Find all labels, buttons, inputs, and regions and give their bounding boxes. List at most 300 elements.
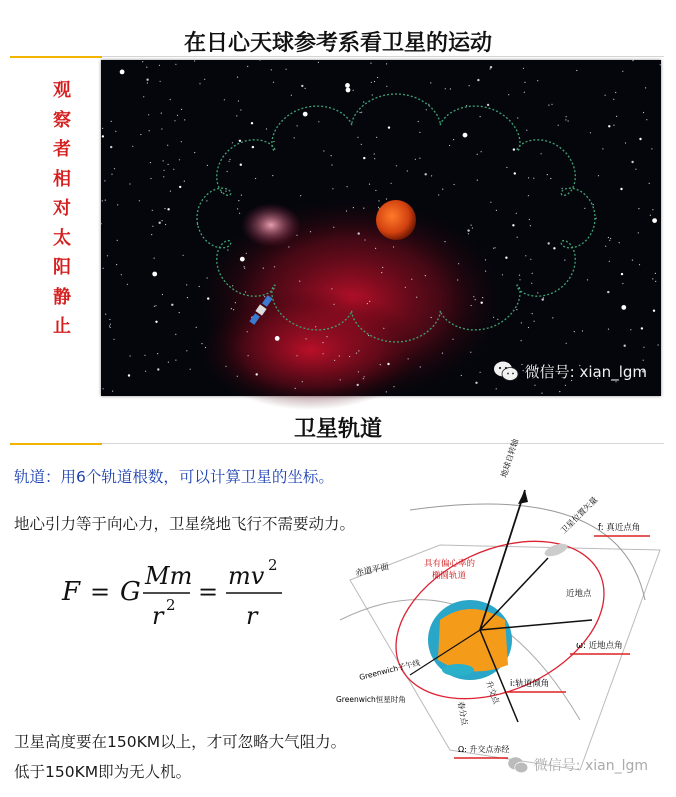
- star: [363, 378, 364, 379]
- star: [173, 169, 174, 170]
- star: [291, 95, 292, 96]
- star: [305, 88, 306, 89]
- star: [154, 306, 155, 307]
- star: [643, 112, 644, 113]
- star: [652, 218, 657, 223]
- star: [346, 210, 347, 211]
- star: [114, 168, 115, 169]
- star: [565, 385, 566, 386]
- star: [408, 358, 409, 359]
- star: [186, 350, 187, 351]
- star: [533, 178, 534, 179]
- star: [363, 208, 364, 209]
- side-label-char: 止: [53, 316, 71, 337]
- star: [236, 115, 237, 116]
- star: [613, 99, 614, 100]
- star: [525, 255, 526, 256]
- star: [204, 79, 205, 80]
- star: [419, 158, 420, 159]
- star: [164, 208, 165, 209]
- star: [537, 80, 538, 81]
- star: [493, 317, 494, 318]
- star: [105, 200, 106, 201]
- star: [655, 281, 656, 282]
- section2-accent-rule: [10, 443, 102, 445]
- star: [199, 83, 200, 84]
- star: [150, 162, 151, 163]
- star: [127, 284, 128, 285]
- star: [110, 327, 111, 328]
- formula-num2: mv: [228, 562, 265, 590]
- star: [485, 259, 486, 260]
- label-greenwich-sidereal: Greenwich恒星时角: [336, 695, 406, 704]
- star: [469, 85, 470, 86]
- star: [652, 209, 653, 210]
- star: [132, 146, 133, 147]
- star: [240, 257, 245, 262]
- star: [445, 88, 446, 89]
- star: [519, 275, 520, 276]
- star: [181, 141, 182, 142]
- star: [425, 275, 426, 276]
- label-ellipse2: 椭圆轨道: [432, 571, 467, 581]
- star: [386, 63, 387, 64]
- star: [174, 120, 175, 121]
- star: [175, 64, 176, 65]
- star: [378, 207, 379, 208]
- star: [490, 202, 491, 203]
- star: [303, 112, 308, 117]
- label-ellipse: 具有偏心率的: [424, 559, 476, 569]
- star: [331, 155, 332, 156]
- star: [273, 82, 274, 83]
- star: [332, 188, 333, 189]
- star: [521, 340, 522, 341]
- star: [364, 239, 365, 240]
- star: [568, 120, 569, 121]
- star: [481, 151, 482, 152]
- wechat-icon: [493, 360, 519, 382]
- star: [361, 144, 362, 145]
- star: [621, 273, 623, 275]
- side-label-char: 阳: [53, 257, 71, 278]
- star: [608, 125, 610, 127]
- star: [490, 68, 491, 69]
- star: [117, 240, 118, 241]
- label-true-anomaly: f: 真近点角: [598, 523, 641, 533]
- star: [168, 164, 169, 165]
- star: [431, 175, 432, 176]
- star: [370, 63, 371, 64]
- star: [514, 172, 516, 174]
- star: [334, 360, 335, 361]
- star: [252, 146, 254, 148]
- star: [608, 237, 609, 238]
- star: [386, 391, 387, 392]
- star: [377, 77, 378, 78]
- star: [275, 336, 280, 341]
- observer-side-label: [48, 76, 76, 342]
- star: [475, 382, 477, 384]
- star: [650, 215, 651, 216]
- star: [622, 283, 623, 284]
- star: [237, 376, 238, 377]
- star: [383, 328, 384, 329]
- side-label-char: 者: [53, 139, 71, 160]
- star: [566, 116, 567, 117]
- star: [551, 104, 552, 105]
- star: [297, 125, 298, 126]
- label-sat-vector: 卫星位置矢量: [559, 495, 600, 536]
- star: [161, 113, 162, 114]
- star: [472, 227, 473, 228]
- star: [148, 114, 149, 115]
- side-label-char: 静: [53, 286, 71, 308]
- star: [374, 158, 375, 159]
- star: [231, 308, 232, 309]
- star: [163, 160, 164, 161]
- star: [559, 391, 560, 392]
- star: [109, 325, 110, 326]
- label-raan: Ω: 升交点赤经: [458, 745, 510, 754]
- star: [473, 296, 474, 297]
- star: [151, 234, 152, 235]
- star: [113, 339, 114, 340]
- star: [347, 186, 348, 187]
- star: [238, 200, 239, 201]
- star: [584, 208, 585, 209]
- star: [315, 326, 316, 327]
- star: [157, 368, 159, 370]
- star: [558, 125, 559, 126]
- star: [652, 278, 653, 279]
- star: [145, 371, 146, 372]
- star: [142, 61, 143, 62]
- star: [616, 116, 617, 117]
- star: [537, 292, 538, 293]
- star: [296, 235, 297, 236]
- star: [651, 148, 652, 149]
- star: [167, 208, 169, 210]
- star: [590, 132, 591, 133]
- side-label-char: 太: [53, 227, 71, 249]
- star: [553, 247, 555, 249]
- star: [157, 353, 158, 354]
- star: [152, 226, 153, 227]
- formula-den1: r: [152, 602, 164, 630]
- star: [480, 372, 481, 373]
- star: [477, 79, 479, 81]
- star: [481, 302, 483, 304]
- starfield-illustration: [101, 60, 661, 396]
- star: [246, 253, 247, 254]
- star: [241, 195, 242, 196]
- star: [532, 273, 533, 274]
- star: [368, 335, 369, 336]
- star: [187, 297, 188, 298]
- star: [528, 327, 529, 328]
- star: [105, 314, 106, 315]
- star: [154, 258, 155, 259]
- star: [129, 183, 130, 184]
- star: [639, 138, 641, 140]
- star: [155, 305, 156, 306]
- star: [225, 191, 226, 192]
- star: [454, 184, 455, 185]
- star: [519, 279, 520, 280]
- star: [566, 343, 567, 344]
- star: [128, 374, 130, 376]
- star: [205, 347, 206, 348]
- star: [450, 88, 451, 89]
- star: [273, 141, 274, 142]
- star: [358, 371, 359, 372]
- star: [632, 260, 633, 261]
- star: [371, 82, 372, 83]
- star: [247, 66, 248, 67]
- star: [372, 94, 373, 95]
- star: [225, 366, 226, 367]
- star: [622, 71, 623, 72]
- star: [244, 266, 245, 267]
- star: [530, 225, 531, 226]
- star: [620, 188, 622, 190]
- wechat-watermark-lower: [507, 755, 648, 775]
- star: [517, 117, 518, 118]
- star: [232, 285, 233, 286]
- star: [396, 165, 397, 166]
- star: [179, 186, 181, 188]
- star: [143, 96, 144, 97]
- star: [221, 192, 222, 193]
- star: [199, 286, 200, 287]
- star: [110, 146, 112, 148]
- star: [598, 175, 599, 176]
- star: [496, 388, 497, 389]
- star: [104, 180, 105, 181]
- star: [605, 95, 606, 96]
- star: [183, 255, 184, 256]
- gravity-statement: 地心引力等于向心力，卫星绕地飞行不需要动力。: [14, 515, 356, 533]
- star: [239, 213, 240, 214]
- star: [120, 70, 125, 75]
- star: [438, 194, 439, 195]
- uav-note: 低于150KM即为无人机。: [14, 763, 192, 781]
- formula-den1-exp: 2: [166, 596, 176, 614]
- star: [256, 373, 258, 375]
- star: [442, 353, 443, 354]
- star: [152, 272, 157, 277]
- star: [485, 271, 486, 272]
- star: [631, 161, 633, 163]
- star: [251, 122, 253, 124]
- star: [111, 174, 112, 175]
- star: [574, 331, 575, 332]
- star: [529, 219, 530, 220]
- star: [502, 274, 503, 275]
- star: [367, 303, 368, 304]
- star: [116, 264, 117, 265]
- side-label-char: 相: [53, 168, 71, 190]
- star: [247, 331, 248, 332]
- star: [121, 274, 122, 275]
- star: [596, 218, 597, 219]
- star: [497, 319, 498, 320]
- wechat-watermark: [493, 360, 647, 382]
- star: [160, 81, 161, 82]
- star: [299, 281, 300, 282]
- star: [658, 344, 659, 345]
- star: [240, 164, 242, 166]
- star: [306, 338, 307, 339]
- star: [547, 174, 548, 175]
- star: [237, 208, 238, 209]
- star: [358, 350, 359, 351]
- star: [609, 261, 610, 262]
- star: [375, 248, 376, 249]
- star: [386, 86, 387, 87]
- star: [300, 195, 301, 196]
- star: [295, 388, 296, 389]
- star: [576, 70, 577, 71]
- star: [162, 294, 163, 295]
- star: [407, 170, 408, 171]
- formula-F: F: [62, 577, 81, 607]
- star: [615, 92, 616, 93]
- star: [521, 322, 522, 323]
- star: [167, 145, 168, 146]
- label-perigee-angle: ω: 近地点角: [576, 641, 623, 651]
- star: [233, 309, 234, 310]
- star: [405, 287, 406, 288]
- star: [376, 137, 377, 138]
- star: [457, 279, 458, 280]
- star: [207, 277, 208, 278]
- star: [194, 60, 195, 61]
- star: [463, 133, 468, 138]
- star: [449, 145, 450, 146]
- star: [639, 264, 640, 265]
- star: [418, 121, 419, 122]
- star: [565, 119, 566, 120]
- star: [146, 79, 148, 81]
- star: [534, 385, 535, 386]
- star: [318, 62, 319, 63]
- star: [163, 176, 164, 177]
- formula-eq2: =: [198, 578, 219, 606]
- star: [613, 125, 614, 126]
- star: [541, 393, 542, 394]
- star: [496, 210, 497, 211]
- star: [363, 157, 365, 159]
- star: [190, 369, 191, 370]
- star: [541, 153, 542, 154]
- altitude-note: 卫星高度要在150KM以上，才可忽略大气阻力。: [14, 733, 347, 751]
- star: [175, 360, 176, 361]
- star: [102, 200, 103, 201]
- star: [240, 109, 241, 110]
- star: [482, 297, 483, 298]
- star: [201, 343, 202, 344]
- star: [602, 148, 603, 149]
- star: [416, 297, 417, 298]
- section2-title: 卫星轨道: [293, 417, 382, 442]
- red-nebula-lower: [201, 290, 421, 410]
- star: [323, 150, 324, 151]
- star: [411, 279, 412, 280]
- star: [531, 283, 532, 284]
- star: [646, 119, 647, 120]
- star: [112, 391, 113, 392]
- star: [244, 268, 245, 269]
- formula-den2: r: [246, 602, 258, 630]
- star: [103, 268, 104, 269]
- star: [526, 130, 527, 131]
- star: [453, 139, 454, 140]
- formula-num2-exp: 2: [268, 556, 278, 574]
- star: [369, 184, 370, 185]
- star: [607, 291, 609, 293]
- star: [259, 59, 260, 60]
- star: [609, 240, 610, 241]
- star: [452, 339, 453, 340]
- star: [159, 222, 161, 224]
- star: [165, 224, 166, 225]
- star: [475, 299, 476, 300]
- star: [530, 259, 531, 260]
- star: [419, 132, 420, 133]
- star: [643, 347, 644, 348]
- star: [103, 388, 104, 389]
- star: [543, 297, 544, 298]
- star: [186, 284, 187, 285]
- star: [294, 137, 295, 138]
- star: [363, 101, 364, 102]
- formula-G: G: [120, 577, 141, 607]
- star: [621, 305, 626, 310]
- star: [346, 88, 351, 93]
- star: [227, 249, 228, 250]
- star: [360, 112, 361, 113]
- star: [534, 321, 535, 322]
- star: [660, 64, 661, 65]
- star: [109, 319, 110, 320]
- centripetal-formula: [60, 548, 320, 638]
- star: [164, 170, 165, 171]
- star: [480, 116, 481, 117]
- star: [229, 161, 230, 162]
- section2-divider: [102, 443, 664, 444]
- star: [179, 159, 180, 160]
- star: [101, 223, 102, 224]
- star: [152, 210, 153, 211]
- star: [170, 191, 171, 192]
- star: [149, 130, 150, 131]
- label-vernal: 春分点: [456, 700, 470, 726]
- star: [619, 242, 620, 243]
- star: [196, 327, 197, 328]
- star: [430, 82, 431, 83]
- section1-title: 在日心天球参考系看卫星的运动: [183, 31, 492, 56]
- star: [442, 189, 443, 190]
- star: [516, 309, 517, 310]
- star: [207, 165, 208, 166]
- star: [564, 260, 565, 261]
- star: [357, 137, 358, 138]
- star: [378, 200, 379, 201]
- star: [624, 345, 626, 347]
- star: [326, 336, 327, 337]
